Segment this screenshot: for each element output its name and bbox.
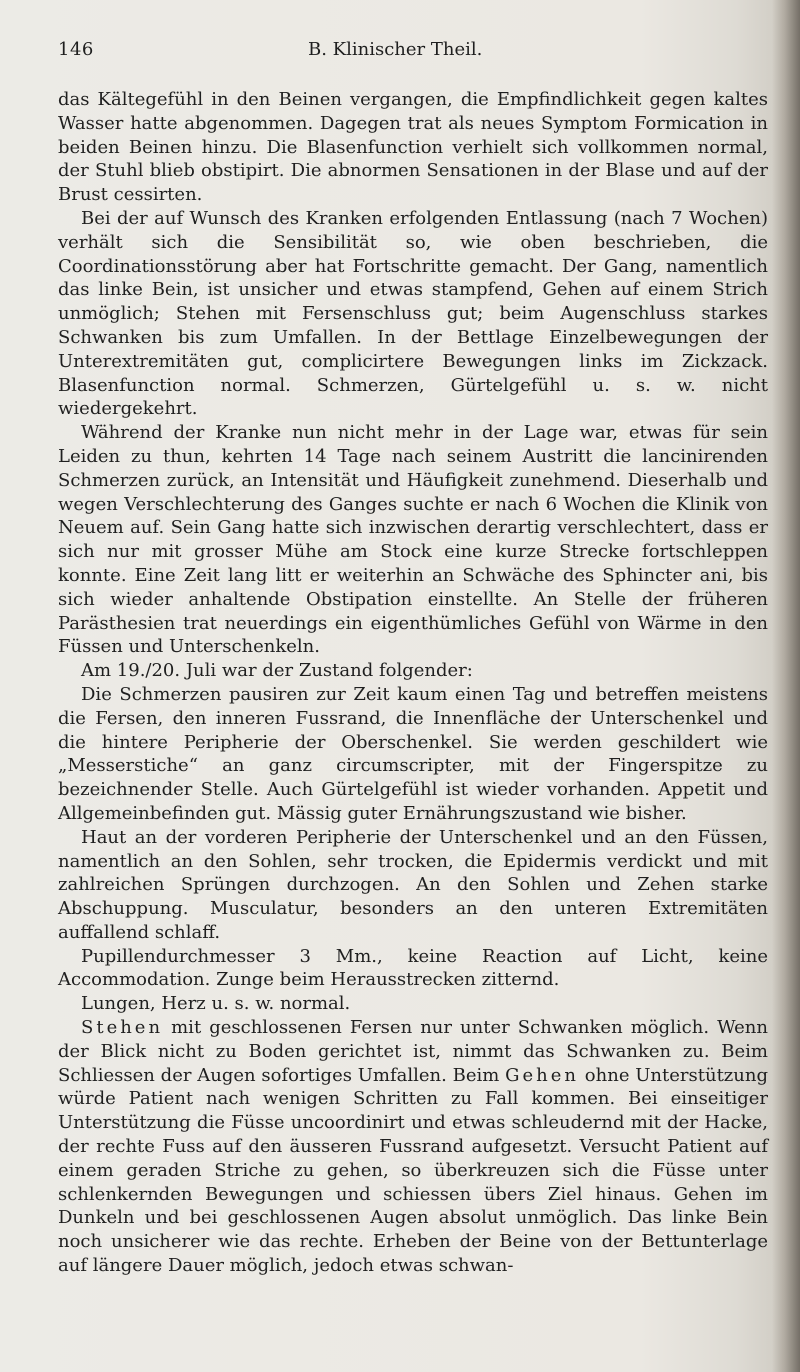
body-text [58,88,768,1278]
paragraph-2: Bei der auf Wunsch des Kranken erfolgenden Entlassung (nach 7 Wochen) verhält sich die Sensibilität so, wie oben beschrieben, die Coordinationsstörung aber hat Fortschritte gemacht. Der Gang, namentlich das linke Bein, ist unsicher und etwas stampfend, Gehen auf einem Strich unmöglich; Stehen mit Fersenschluss gut; beim Augenschluss starkes Schwanken bis zum Umfallen. In der Bettlage Einzelbewegungen der Unterextremitäten gut, complicirtere Bewegungen links im Zickzack. Blasenfunction normal. Schmerzen, Gürtelgefühl u. s. w. nicht wiedergekehrt. [58,207,768,420]
paragraph-9-text: mit geschlossenen Fersen nur unter Schwanken möglich. Wenn der Blick nicht zu Boden gerichtet ist, nimmt das Schwanken zu. Beim Schliessen der Augen sofortiges Umfallen. Beim [58,1017,768,1086]
paragraph-9 [58,1016,768,1278]
paragraph-1: das Kältegefühl in den Beinen vergangen, die Empfindlichkeit gegen kaltes Wasser hatte abgenommen. Dagegen trat als neues Symptom Formication in beiden Beinen hinzu. Die Blasenfunction verhielt sich vollkommen normal, der Stuhl blieb obstipirt. Die abnormen Sensationen in der Blase und auf der Brust cessirten. [58,89,768,206]
spaced-term-gehen: Gehen [505,1064,580,1086]
page-number: 146 [58,39,94,60]
page-edge-shadow [772,0,800,1372]
paragraph-9-tail: ohne Unterstützung würde Patient nach wenigen Schritten zu Fall kommen. Bei einseitiger Unterstützung die Füsse uncoordinirt und etwas schleudernd mit der Hacke, der rechte Fuss auf den äusseren Fussrand aufgesetzt. Versucht Patient auf einem geraden Striche zu gehen, so überkreuzen sich die Füsse unter schlenkernden Bewegungen und schiessen übers Ziel hinaus. Gehen im Dunkeln und bei geschlossenen Augen absolut unmöglich. Das linke Bein noch unsicherer wie das rechte. Erheben der Beine von der Bettunterlage auf längere Dauer möglich, jedoch etwas schwan- [58,1064,768,1277]
paragraph-5: Die Schmerzen pausiren zur Zeit kaum einen Tag und betreffen meistens die Fersen, den inneren Fussrand, die Innenfläche der Unterschenkel und die hintere Peripherie der Oberschenkel. Sie werden geschildert wie „Messerstiche“ an ganz circumscripter, mit der Fingerspitze zu bezeichnender Stelle. Auch Gürtelgefühl ist wieder vorhanden. Appetit und Allgemeinbefinden gut. Mässig guter Ernährungszustand wie bisher. [58,683,768,824]
paragraph-4: Am 19./20. Juli war der Zustand folgender: [81,660,473,682]
paragraph-6: Haut an der vorderen Peripherie der Unterschenkel und an den Füssen, namentlich an den Sohlen, sehr trocken, die Epidermis verdickt und mit zahlreichen Sprüngen durchzogen. An den Sohlen und Zehen starke Abschuppung. Musculatur, besonders an den unteren Extremitäten auffallend schlaff. [58,826,768,943]
paragraph-8: Lungen, Herz u. s. w. normal. [81,993,351,1015]
paragraph-3: Während der Kranke nun nicht mehr in der Lage war, etwas für sein Leiden zu thun, kehrten 14 Tage nach seinem Austritt die lancinirenden Schmerzen zurück, an Intensität und Häufigkeit zunehmend. Dieserhalb und wegen Verschlechterung des Ganges suchte er nach 6 Wochen die Klinik von Neuem auf. Sein Gang hatte sich inzwischen derartig verschlechtert, dass er sich nur mit grosser Mühe am Stock eine kurze Strecke fortschleppen konnte. Eine Zeit lang litt er weiterhin an Schwäche des Sphincter ani, bis sich wieder anhaltende Obstipation einstellte. An Stelle der früheren Parästhesien trat neuerdings ein eigenthümliches Gefühl von Wärme in den Füssen und Unterschenkeln. [58,422,768,658]
running-head [58,36,768,64]
spaced-term-stehen: Stehen [81,1017,164,1039]
section-title: B. Klinischer Theil. [308,39,483,60]
paragraph-7: Pupillendurchmesser 3 Mm., keine Reaction auf Licht, keine Accommodation. Zunge beim Herausstrecken zitternd. [58,945,768,991]
